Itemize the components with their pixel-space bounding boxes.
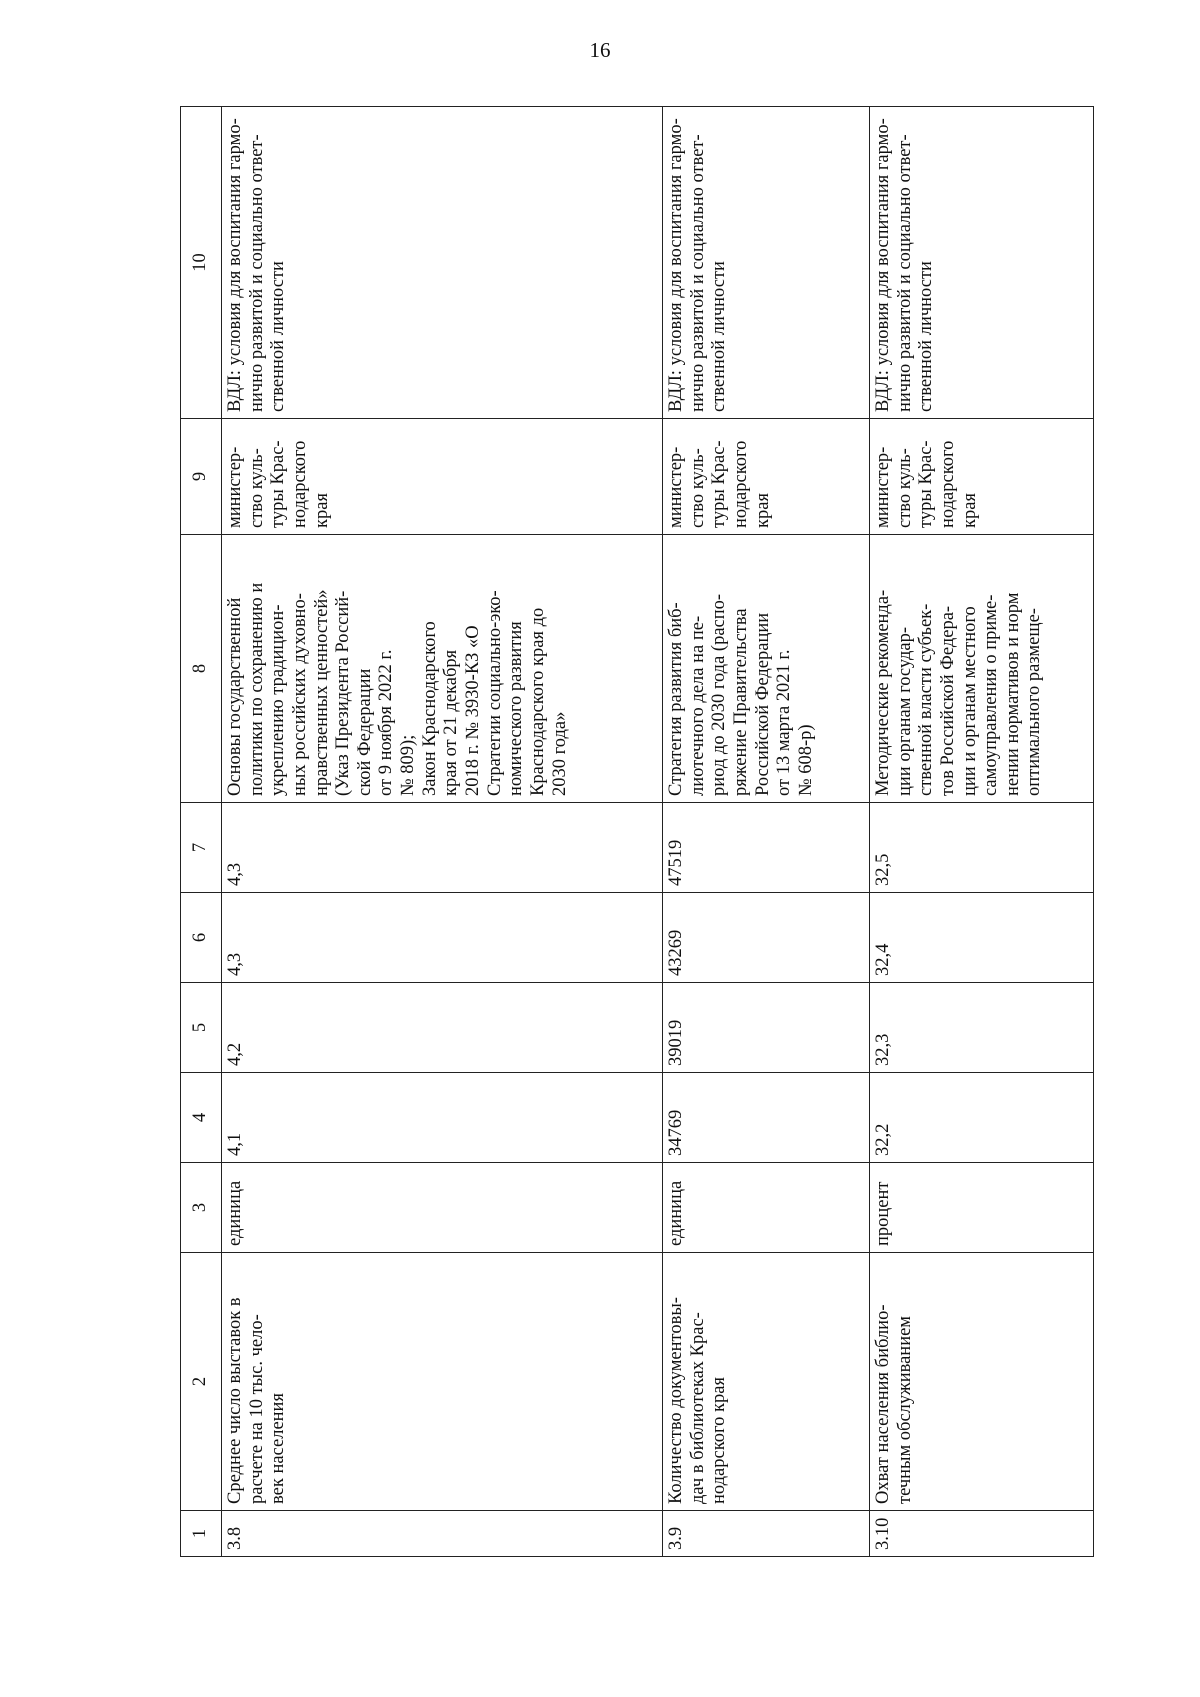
target-goal: ВДЛ: условия для воспитания гармо- нично развитой и социально ответ- ственной личности	[870, 107, 1094, 419]
column-header-3: 3	[181, 1163, 222, 1253]
column-header-1: 1	[181, 1511, 222, 1557]
column-header-6: 6	[181, 893, 222, 983]
column-header-5: 5	[181, 983, 222, 1073]
legal-basis: Стратегия развития биб- лиотечного дела на пе- риод до 2030 года (распо- ряжение Правительства Российской Федерации от 13 марта 2021 г. № 608-р)	[663, 535, 870, 803]
target-goal: ВДЛ: условия для воспитания гармо- нично развитой и социально ответ- ственной личности	[222, 107, 663, 419]
table-row	[222, 107, 663, 1557]
responsible-body: министер- ство куль- туры Крас- нодарского края	[870, 419, 1094, 535]
value-col-6: 4,3	[222, 893, 663, 983]
unit: процент	[870, 1163, 1094, 1253]
value-col-4: 32,2	[870, 1073, 1094, 1163]
indicator-name: Среднее число выставок в расчете на 10 тыс. чело- век населения	[222, 1253, 663, 1511]
value-col-7: 32,5	[870, 803, 1094, 893]
column-header-10: 10	[181, 107, 222, 419]
value-col-6: 32,4	[870, 893, 1094, 983]
row-number: 3.8	[222, 1511, 663, 1557]
column-header-8: 8	[181, 535, 222, 803]
value-col-5: 39019	[663, 983, 870, 1073]
value-col-4: 34769	[663, 1073, 870, 1163]
column-header-9: 9	[181, 419, 222, 535]
value-col-5: 32,3	[870, 983, 1094, 1073]
unit: единица	[222, 1163, 663, 1253]
column-header-4: 4	[181, 1073, 222, 1163]
value-col-4: 4,1	[222, 1073, 663, 1163]
responsible-body: министер- ство куль- туры Крас- нодарского края	[663, 419, 870, 535]
page-number: 16	[589, 38, 611, 62]
value-col-7: 47519	[663, 803, 870, 893]
legal-basis: Основы государственной политики по сохранению и укреплению традицион- ных российских духовно- нравственных ценностей» (Указ Президента Россий- ской Федерации от 9 ноября 2022 г. № 809); Закон Краснодарского края от 21 декабря 2018 г. № 3930-КЗ «О Стратегии социально-эко- номического развития Краснодарского края до 2030 года»	[222, 535, 663, 803]
value-col-7: 4,3	[222, 803, 663, 893]
indicator-name: Количество документовы- дач в библиотеках Крас- нодарского края	[663, 1253, 870, 1511]
indicator-name: Охват населения библио- течным обслуживанием	[870, 1253, 1094, 1511]
indicators-table	[180, 106, 1094, 1557]
table-row	[870, 107, 1094, 1557]
rotated-table-container	[180, 107, 1090, 1557]
unit: единица	[663, 1163, 870, 1253]
table-row	[663, 107, 870, 1557]
column-header-7: 7	[181, 803, 222, 893]
value-col-5: 4,2	[222, 983, 663, 1073]
legal-basis: Методические рекоменда- ции органам государ- ственной власти субъек- тов Российской Федера- ции и органам местного самоуправления о приме- нении нормативов и норм оптимального размеще-	[870, 535, 1094, 803]
responsible-body: министер- ство куль- туры Крас- нодарского края	[222, 419, 663, 535]
header-row	[181, 107, 222, 1557]
row-number: 3.9	[663, 1511, 870, 1557]
target-goal: ВДЛ: условия для воспитания гармо- нично развитой и социально ответ- ственной личности	[663, 107, 870, 419]
value-col-6: 43269	[663, 893, 870, 983]
column-header-2: 2	[181, 1253, 222, 1511]
row-number: 3.10	[870, 1511, 1094, 1557]
